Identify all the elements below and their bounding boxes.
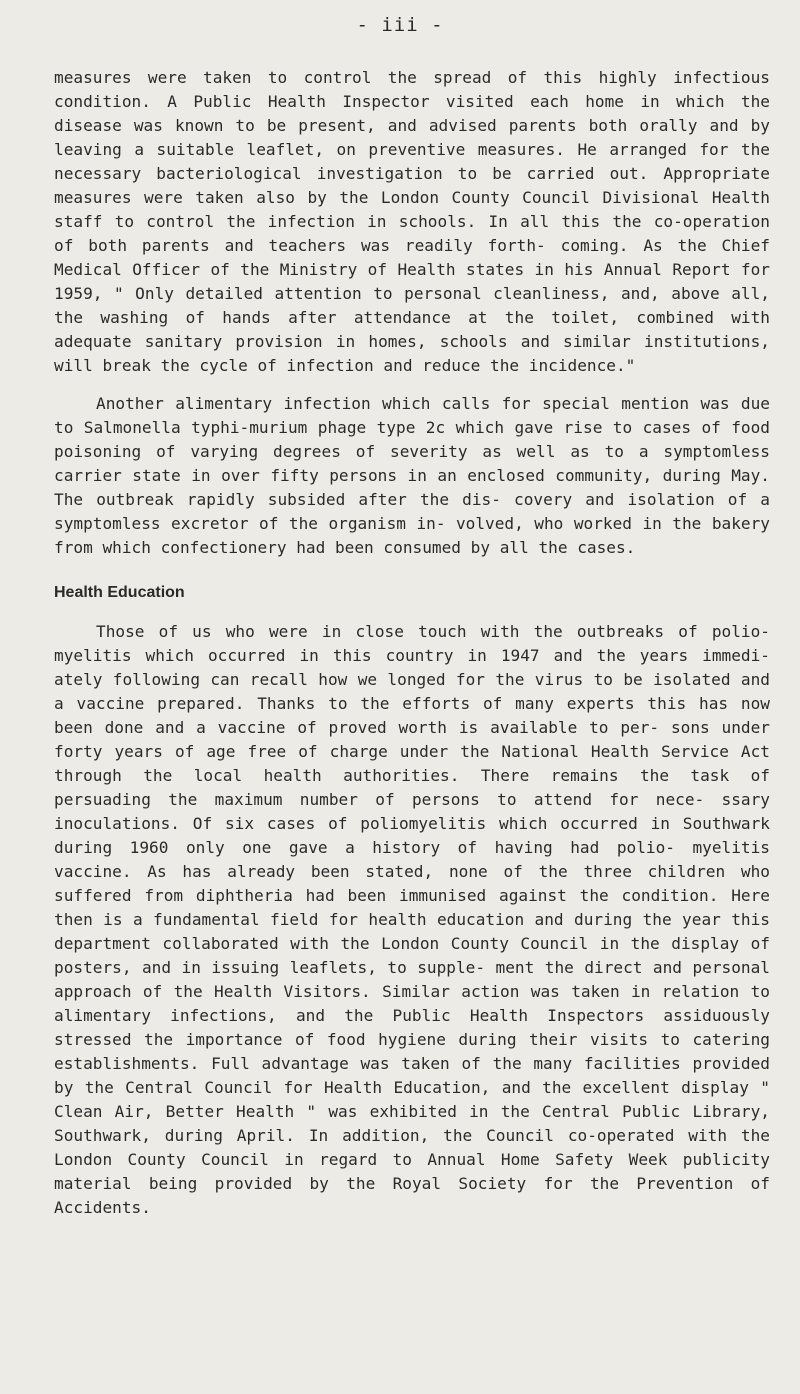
section-heading-health-education: Health Education [54,584,185,601]
paragraph-gap [54,378,770,392]
paragraph-salmonella-outbreak: Another alimentary infection which calls for special mention was due to Salmonella typhi-murium phage type 2c which gave rise to cases of food poisoning of varying degrees of severity as well as to a symptomless carrier state in over fifty persons in an enclosed community, during May. The outbreak rapidly subsided after the dis- covery and isolation of a symptomless excretor of the organism in- volved, who worked in the bakery from which confectionery had been consumed by all the cases. [54,394,770,557]
paragraph-hygiene-measures: measures were taken to control the spread of this highly infectious condition. A Public Health Inspector visited each home in which the disease was known to be present, and advised parents both orally and by leaving a suitable leaflet, on preventive measures. He arranged for the necessary bacteriological investigation to be carried out. Appropriate measures were taken also by the London County Council Divisional Health staff to control the infection in schools. In all this the co-operation of both parents and teachers was readily forth- coming. As the Chief Medical Officer of the Ministry of Health states in his Annual Report for 1959, " Only detailed attention to personal cleanliness, and, above all, the washing of hands after attendance at the toilet, combined with adequate sanitary provision in homes, schools and similar institutions, will break the cycle of infection and reduce the incidence." [54,68,770,375]
paragraph-health-education: Those of us who were in close touch with the outbreaks of polio- myelitis which occurred in this country in 1947 and the years immedi- ately following can recall how we longed for the virus to be isolated and a vaccine prepared. Thanks to the efforts of many experts this has now been done and a vaccine of proved worth is available to per- sons under forty years of age free of charge under the National Health Service Act through the local health authorities. There remains the task of persuading the maximum number of persons to attend for nece- ssary inoculations. Of six cases of poliomyelitis which occurred in Southwark during 1960 only one gave a history of having had polio- myelitis vaccine. As has already been stated, none of the three children who suffered from diphtheria had been immunised against the condition. Here then is a fundamental field for health education and during the year this department collaborated with the London County Council in the display of posters, and in issuing leaflets, to supple- ment the direct and personal approach of the Health Visitors. Similar action was taken in relation to alimentary infections, and the Public Health Inspectors assiduously stressed the importance of food hygiene during their visits to catering establishments. Full advantage was taken of the many facilities provided by the Central Council for Health Education, and the excellent display " Clean Air, Better Health " was exhibited in the Central Public Library, Southwark, during April. In addition, the Council co-operated with the London County Council in regard to Annual Home Safety Week publicity material being provided by the Royal Society for the Prevention of Accidents. [54,622,770,1217]
page-number: - iii - [356,14,444,36]
document-body [54,66,770,1220]
